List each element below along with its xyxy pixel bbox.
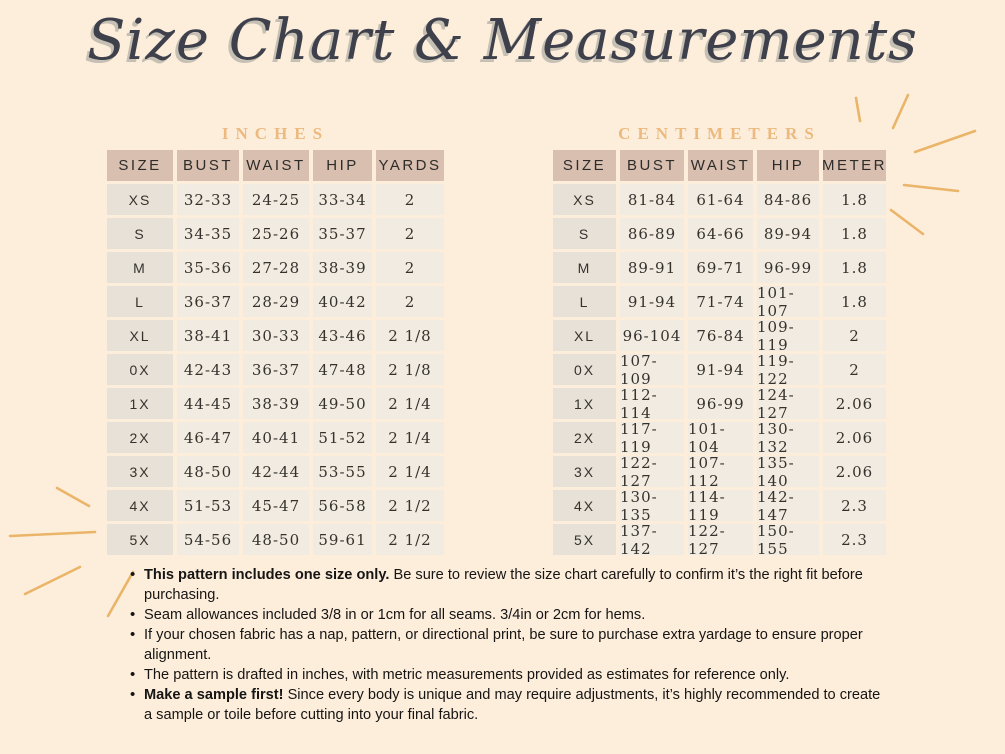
note-item-nap-print (130, 625, 886, 665)
waist-cell: 61-64 (688, 184, 753, 215)
size-cell: 1X (107, 388, 173, 419)
size-cell: S (553, 218, 616, 249)
hip-cell: 96-99 (757, 252, 819, 283)
notes-list (130, 565, 886, 725)
column-header-waist: WAIST (688, 150, 753, 181)
yards-cell: 2 1/4 (376, 422, 444, 453)
waist-cell: 69-71 (688, 252, 753, 283)
waist-cell: 36-37 (243, 354, 309, 385)
bust-cell: 96-104 (620, 320, 684, 351)
meter-cell: 1.8 (823, 286, 886, 317)
yards-cell: 2 (376, 218, 444, 249)
centimeters-table (553, 150, 887, 558)
size-cell: XL (553, 320, 616, 351)
waist-cell: 64-66 (688, 218, 753, 249)
size-cell: 4X (553, 490, 616, 521)
bust-cell: 86-89 (620, 218, 684, 249)
size-cell: 3X (107, 456, 173, 487)
size-cell: 1X (553, 388, 616, 419)
yards-cell: 2 (376, 252, 444, 283)
meter-cell: 1.8 (823, 218, 886, 249)
yards-cell: 2 1/8 (376, 354, 444, 385)
note-item-drafted-inches (130, 665, 886, 685)
bust-cell: 36-37 (177, 286, 239, 317)
hip-cell: 109-119 (757, 320, 819, 351)
waist-cell: 91-94 (688, 354, 753, 385)
column-header-yards: YARDS (376, 150, 444, 181)
centimeters-section (553, 124, 887, 558)
bust-cell: 137-142 (620, 524, 684, 555)
hip-cell: 56-58 (313, 490, 372, 521)
size-cell: L (107, 286, 173, 317)
waist-cell: 40-41 (243, 422, 309, 453)
column-header-bust: BUST (620, 150, 684, 181)
bust-cell: 42-43 (177, 354, 239, 385)
bust-cell: 117-119 (620, 422, 684, 453)
meter-cell: 2.06 (823, 456, 886, 487)
bust-cell: 122-127 (620, 456, 684, 487)
waist-cell: 42-44 (243, 456, 309, 487)
note-text: Seam allowances included 3/8 in or 1cm for all seams. 3/4in or 2cm for hems. (144, 607, 646, 623)
size-cell: M (553, 252, 616, 283)
bust-cell: 54-56 (177, 524, 239, 555)
yards-cell: 2 1/2 (376, 524, 444, 555)
waist-cell: 38-39 (243, 388, 309, 419)
note-text: Since every body is unique and may require adjustments, it’s highly recommended to create a sample or toile before cutting into your final fabric. (144, 687, 881, 723)
bust-cell: 38-41 (177, 320, 239, 351)
size-cell: L (553, 286, 616, 317)
hip-cell: 59-61 (313, 524, 372, 555)
size-cell: XS (553, 184, 616, 215)
hip-cell: 135-140 (757, 456, 819, 487)
size-cell: 3X (553, 456, 616, 487)
size-cell: 4X (107, 490, 173, 521)
yards-cell: 2 1/2 (376, 490, 444, 521)
yards-cell: 2 1/4 (376, 456, 444, 487)
column-header-size: SIZE (107, 150, 173, 181)
note-item-seam-allowance (130, 605, 886, 625)
waist-cell: 27-28 (243, 252, 309, 283)
waist-cell: 48-50 (243, 524, 309, 555)
inches-table (107, 150, 444, 555)
column-header-waist: WAIST (243, 150, 309, 181)
bust-cell: 112-114 (620, 388, 684, 419)
meter-cell: 2 (823, 354, 886, 385)
bust-cell: 130-135 (620, 490, 684, 521)
size-cell: 2X (107, 422, 173, 453)
hip-cell: 130-132 (757, 422, 819, 453)
hip-cell: 89-94 (757, 218, 819, 249)
waist-cell: 107-112 (688, 456, 753, 487)
size-cell: XL (107, 320, 173, 351)
hip-cell: 40-42 (313, 286, 372, 317)
note-bold-text: This pattern includes one size only. (144, 567, 390, 583)
bust-cell: 81-84 (620, 184, 684, 215)
waist-cell: 30-33 (243, 320, 309, 351)
yards-cell: 2 (376, 184, 444, 215)
size-cell: XS (107, 184, 173, 215)
waist-cell: 114-119 (688, 490, 753, 521)
hip-cell: 47-48 (313, 354, 372, 385)
hip-cell: 53-55 (313, 456, 372, 487)
column-header-bust: BUST (177, 150, 239, 181)
hip-cell: 84-86 (757, 184, 819, 215)
note-bold-text: Make a sample first! (144, 687, 284, 703)
inches-label: INCHES (221, 124, 330, 143)
waist-cell: 24-25 (243, 184, 309, 215)
note-item-one-size (130, 565, 886, 605)
bust-cell: 44-45 (177, 388, 239, 419)
meter-cell: 2.3 (823, 490, 886, 521)
hip-cell: 142-147 (757, 490, 819, 521)
size-cell: 0X (553, 354, 616, 385)
bust-cell: 89-91 (620, 252, 684, 283)
yards-cell: 2 1/4 (376, 388, 444, 419)
hip-cell: 33-34 (313, 184, 372, 215)
bust-cell: 35-36 (177, 252, 239, 283)
meter-cell: 2.3 (823, 524, 886, 555)
hip-cell: 101-107 (757, 286, 819, 317)
bust-cell: 48-50 (177, 456, 239, 487)
hip-cell: 124-127 (757, 388, 819, 419)
waist-cell: 45-47 (243, 490, 309, 521)
hip-cell: 51-52 (313, 422, 372, 453)
size-cell: 5X (553, 524, 616, 555)
column-header-hip: HIP (757, 150, 819, 181)
bust-cell: 51-53 (177, 490, 239, 521)
meter-cell: 2 (823, 320, 886, 351)
meter-cell: 1.8 (823, 184, 886, 215)
meter-cell: 1.8 (823, 252, 886, 283)
waist-cell: 101-104 (688, 422, 753, 453)
centimeters-label: CENTIMETERS (618, 124, 821, 143)
yards-cell: 2 1/8 (376, 320, 444, 351)
yards-cell: 2 (376, 286, 444, 317)
size-cell: 2X (553, 422, 616, 453)
note-item-make-sample (130, 685, 886, 725)
meter-cell: 2.06 (823, 422, 886, 453)
bust-cell: 32-33 (177, 184, 239, 215)
waist-cell: 76-84 (688, 320, 753, 351)
waist-cell: 96-99 (688, 388, 753, 419)
size-cell: 0X (107, 354, 173, 385)
hip-cell: 49-50 (313, 388, 372, 419)
page-title: Size Chart & Measurements (87, 8, 918, 73)
waist-cell: 28-29 (243, 286, 309, 317)
note-text: The pattern is drafted in inches, with metric measurements provided as estimates for reference only. (144, 667, 790, 683)
bust-cell: 34-35 (177, 218, 239, 249)
bust-cell: 107-109 (620, 354, 684, 385)
column-header-hip: HIP (313, 150, 372, 181)
waist-cell: 122-127 (688, 524, 753, 555)
hip-cell: 150-155 (757, 524, 819, 555)
column-header-size: SIZE (553, 150, 616, 181)
meter-cell: 2.06 (823, 388, 886, 419)
note-text: If your chosen fabric has a nap, pattern, or directional print, be sure to purchase extra yardage to ensure proper alignment. (144, 627, 863, 663)
size-cell: 5X (107, 524, 173, 555)
hip-cell: 119-122 (757, 354, 819, 385)
bust-cell: 46-47 (177, 422, 239, 453)
hip-cell: 38-39 (313, 252, 372, 283)
waist-cell: 71-74 (688, 286, 753, 317)
size-cell: M (107, 252, 173, 283)
hip-cell: 43-46 (313, 320, 372, 351)
hip-cell: 35-37 (313, 218, 372, 249)
bust-cell: 91-94 (620, 286, 684, 317)
note-text: Be sure to review the size chart carefully to confirm it’s the right fit before purchasing. (144, 567, 863, 603)
size-cell: S (107, 218, 173, 249)
waist-cell: 25-26 (243, 218, 309, 249)
inches-section (107, 124, 444, 555)
column-header-meter: METER (823, 150, 886, 181)
